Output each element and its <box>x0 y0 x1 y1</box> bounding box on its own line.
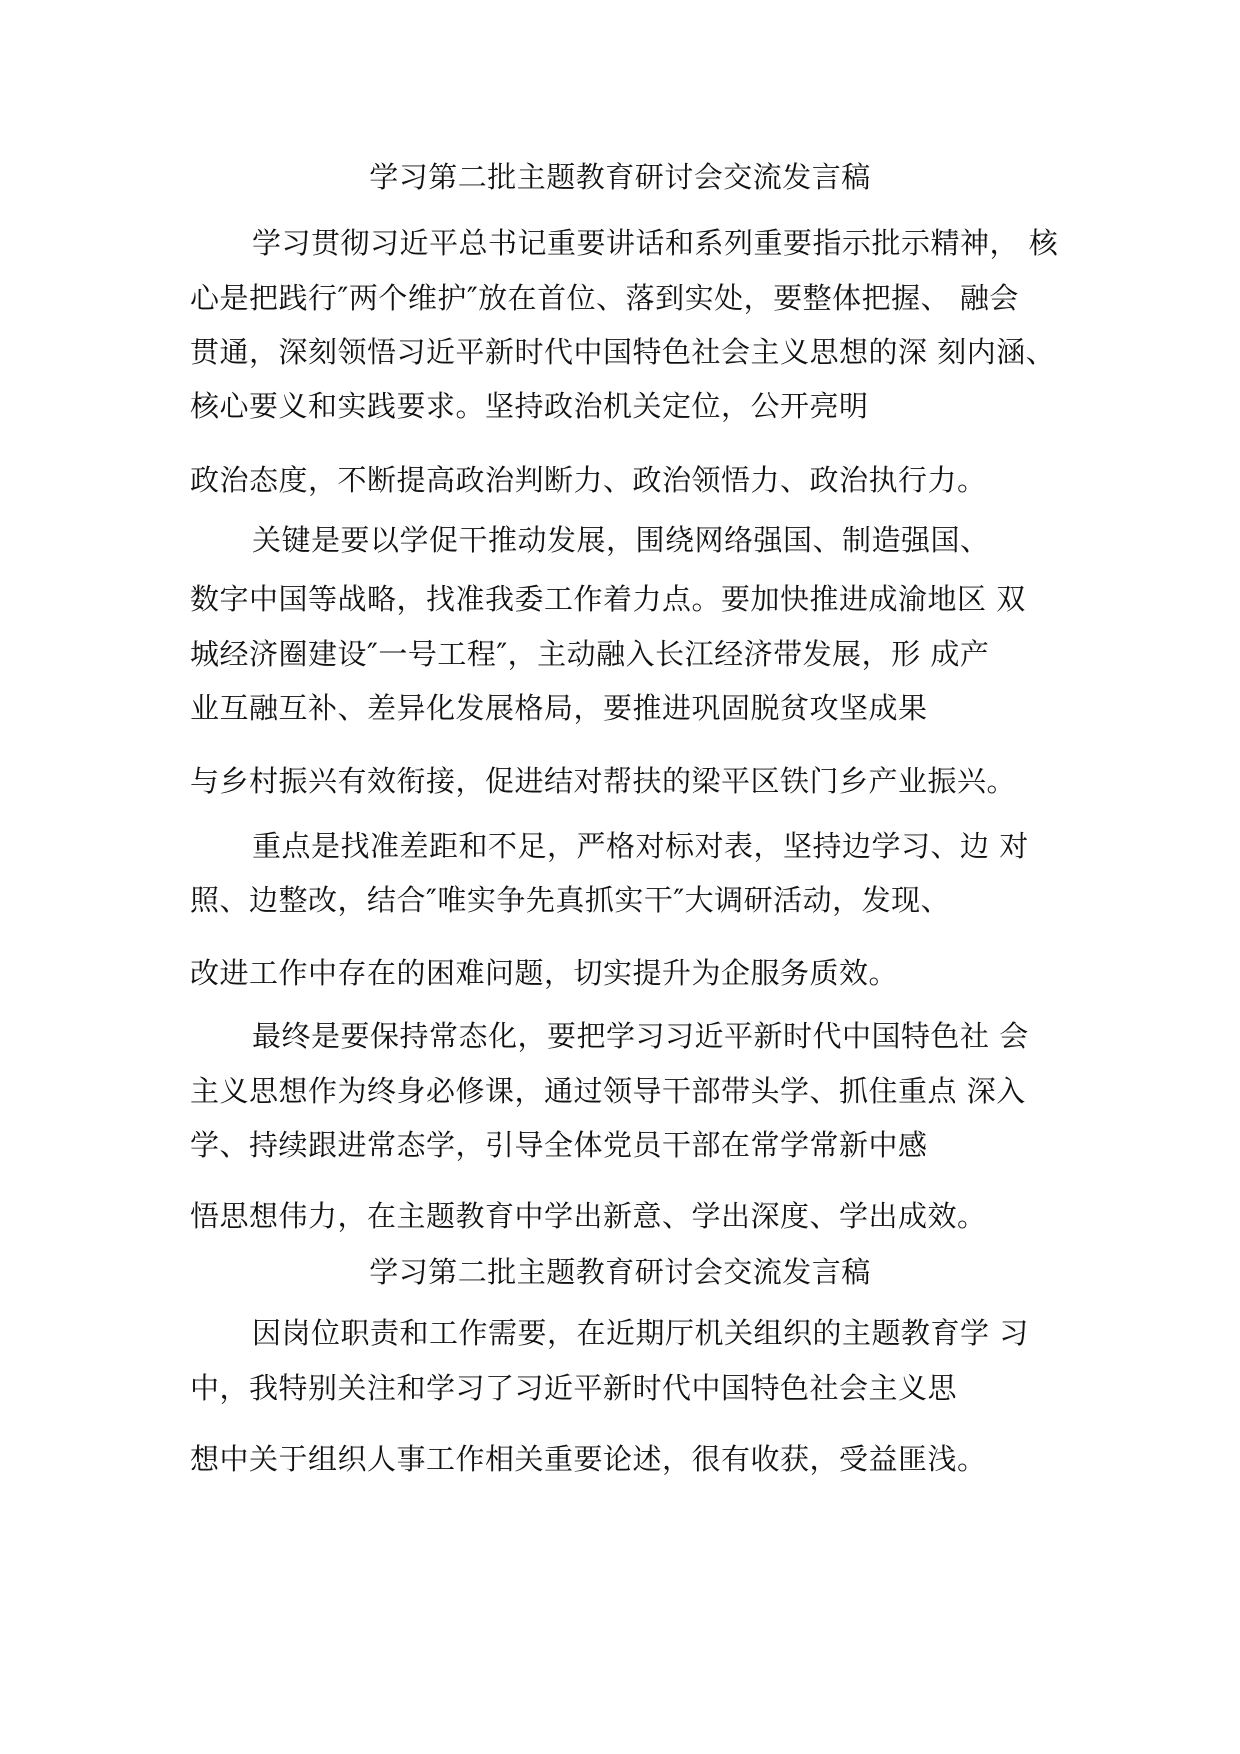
paragraph-line: 数字中国等战略，找准我委工作着力点。要加快推进成渝地区 双 <box>190 582 1026 616</box>
paragraph-line: 学习贯彻习近平总书记重要讲话和系列重要指示批示精神， 核 <box>252 226 1059 260</box>
paragraph-line: 与乡村振兴有效衔接，促进结对帮扶的梁平区铁门乡产业振兴。 <box>190 764 1017 798</box>
paragraph-line: 心是把践行″两个维护″放在首位、落到实处，要整体把握、 融会 <box>190 281 1019 315</box>
paragraph-line: 贯通，深刻领悟习近平新时代中国特色社会主义思想的深 刻内涵、 <box>190 335 1056 369</box>
paragraph-line: 城经济圈建设″一号工程″，主动融入长江经济带发展，形 成产 <box>190 637 990 671</box>
paragraph-line: 重点是找准差距和不足，严格对标对表，坚持边学习、边 对 <box>252 829 1029 863</box>
paragraph-line: 政治态度，不断提高政治判断力、政治领悟力、政治执行力。 <box>190 463 987 497</box>
paragraph-line: 主义思想作为终身必修课，通过领导干部带头学、抓住重点 深入 <box>190 1074 1026 1108</box>
paragraph-line: 关键是要以学促干推动发展，围绕网络强国、制造强国、 <box>252 523 990 557</box>
paragraph-line: 学、持续跟进常态学，引导全体党员干部在常学常新中感 <box>190 1128 928 1162</box>
paragraph-line: 想中关于组织人事工作相关重要论述，很有收获，受益匪浅。 <box>190 1442 987 1476</box>
paragraph-line: 悟思想伟力，在主题教育中学出新意、学出深度、学出成效。 <box>190 1199 987 1233</box>
paragraph-line: 中，我特别关注和学习了习近平新时代中国特色社会主义思 <box>190 1371 958 1405</box>
paragraph-line: 业互融互补、差异化发展格局，要推进巩固脱贫攻坚成果 <box>190 691 928 725</box>
paragraph-line: 改进工作中存在的困难问题，切实提升为企服务质效。 <box>190 956 899 990</box>
paragraph-line: 因岗位职责和工作需要，在近期厅机关组织的主题教育学 习 <box>252 1316 1029 1350</box>
paragraph-line: 照、边整改，结合″唯实争先真抓实干″大调研活动，发现、 <box>190 883 951 917</box>
paragraph-line: 核心要义和实践要求。坚持政治机关定位，公开亮明 <box>190 389 869 423</box>
document-title-2: 学习第二批主题教育研讨会交流发言稿 <box>369 1255 871 1289</box>
document-title-1: 学习第二批主题教育研讨会交流发言稿 <box>369 160 871 194</box>
paragraph-line: 最终是要保持常态化，要把学习习近平新时代中国特色社 会 <box>252 1019 1029 1053</box>
